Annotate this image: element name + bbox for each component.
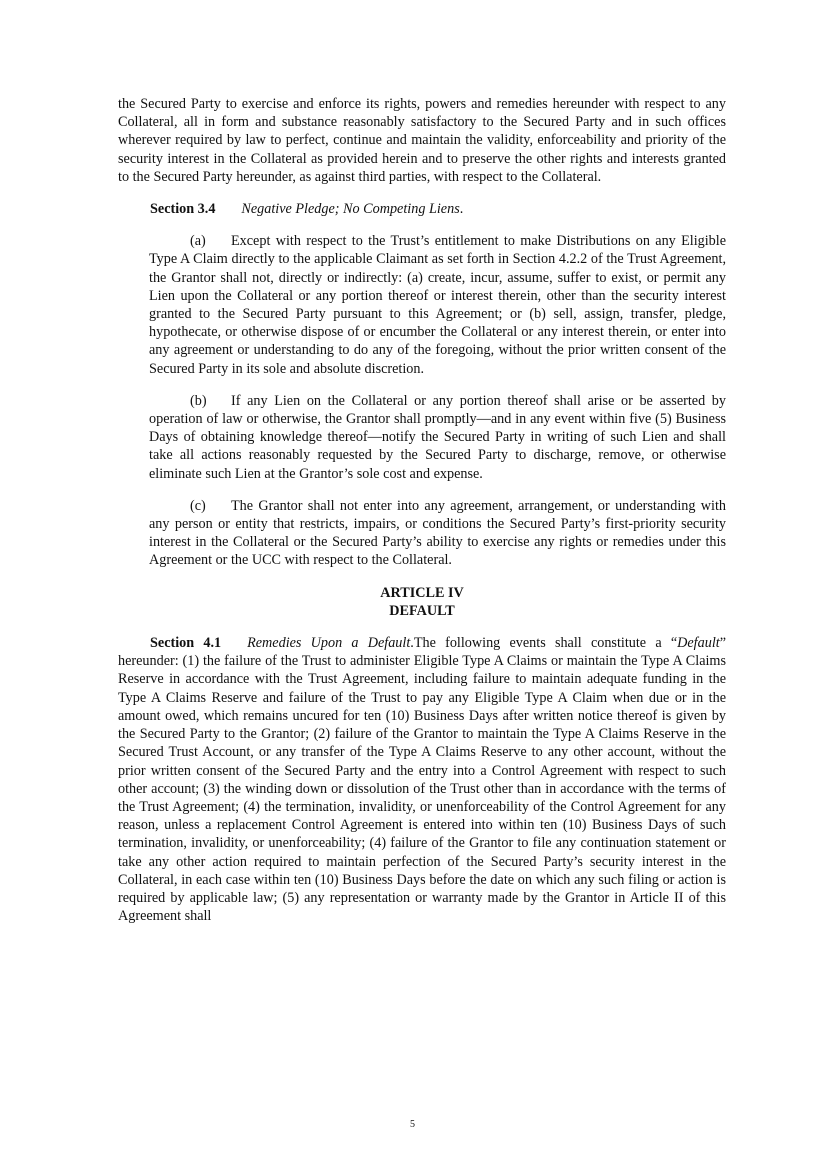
intro-paragraph: the Secured Party to exercise and enforce its rights, powers and remedies hereunder with respect to any Collateral, all in form and substance reasonably satisfactory to the Secured Party and in such offices wherever required by law to perfect, continue and maintain the validity, enforceability and priority of the security interest in the Collateral as provided herein and to preserve the other rights and interests granted to the Secured Party hereunder, as against third parties, with respect to the Collateral. bbox=[118, 96, 726, 185]
subsection-c bbox=[149, 497, 726, 570]
subsection-b-text: If any Lien on the Collateral or any portion thereof shall arise or be asserted by operation of law or otherwise, the Grantor shall promptly—and in any event within five (5) Business Days of obtaining knowledge thereof—notify the Secured Party in writing of such Lien and shall take all actions reasonably requested by the Secured Party to discharge, remove, or otherwise eliminate such Lien at the Grantor’s sole cost and expense. bbox=[149, 392, 726, 482]
subsection-b bbox=[149, 392, 726, 483]
section-3-4-label: Section 3.4 bbox=[150, 201, 216, 218]
subsection-a-label: (a) bbox=[190, 233, 206, 250]
section-4-1-text-1: The following events shall constitute a “ bbox=[413, 635, 678, 652]
section-3-4-heading bbox=[150, 200, 726, 218]
section-4-1-label: Section 4.1 bbox=[150, 635, 222, 652]
section-3-4-title: Negative Pledge; No Competing Liens bbox=[241, 201, 460, 218]
section-4-1-paragraph bbox=[118, 634, 726, 925]
subsection-a-text: Except with respect to the Trust’s entitlement to make Distributions on any Eligible Type A Claim directly to the applicable Claimant as set forth in Section 4.2.2 of the Trust Agreement, the Grantor shall not, directly or indirectly: (a) create, incur, assume, suffer to exist, or permit any Lien upon the Collateral or any portion thereof or interest therein, other than the security interest granted to the Secured Party pursuant to this Agreement; or (b) sell, assign, transfer, pledge, hypothecate, or otherwise dispose of or encumber the Collateral or any interest therein, or enter into any agreement or understanding to do any of the foregoing, without the prior written consent of the Secured Party in its sole and absolute discretion. bbox=[149, 233, 726, 377]
subsection-c-text: The Grantor shall not enter into any agreement, arrangement, or understanding with any person or entity that restricts, impairs, or conditions the Secured Party’s first-priority security interest in the Collateral or the Secured Party’s ability to exercise any rights or remedies under this Agreement or the UCC with respect to the Collateral. bbox=[149, 497, 726, 569]
subsection-b-label: (b) bbox=[190, 392, 207, 409]
section-4-1-title-end: . bbox=[410, 635, 414, 652]
article-iv-title: DEFAULT bbox=[389, 602, 455, 619]
article-iv-number: ARTICLE IV bbox=[380, 584, 464, 601]
article-iv-heading bbox=[118, 584, 726, 620]
page-number: 5 bbox=[410, 1119, 415, 1130]
section-4-1-text-2: ” hereunder: (1) the failure of the Trust to administer Eligible Type A Claims or maintain the Type A Claims Reserve in accordance with the Trust Agreement, including failure to maintain adequate funding in the Type A Claims Reserve and failure of the Trust to pay any Eligible Type A Claim when due or in the amount owed, which remains uncured for ten (10) Business Days after written notice thereof is given by the Secured Party to the Grantor; (2) failure of the Grantor to maintain the Type A Claims Reserve in the Secured Trust Account, or any transfer of the Type A Claims Reserve to any other account, without the prior written consent of the Secured Party and the entry into a Control Agreement with respect to such other account; (3) the winding down or dissolution of the Trust other than in accordance with the terms of the Trust Agreement; (4) the termination, invalidity, or unenforceability of the Control Agreement for any reason, unless a replacement Control Agreement is entered into within ten (10) Business Days of such termination, invalidity, or unenforceability; (4) failure of the Grantor to file any continuation statement or take any other action required to maintain perfection of the Secured Party’s security interest in the Collateral, in each case within ten (10) Business Days before the date on which any such filing or action is required by applicable law; (5) any representation or warranty made by the Grantor in Article II of this Agreement shall bbox=[118, 635, 727, 925]
document-page bbox=[118, 95, 726, 925]
subsection-c-label: (c) bbox=[190, 497, 206, 514]
section-3-4-title-end: . bbox=[459, 201, 464, 218]
section-4-1-title: Remedies Upon a Default bbox=[247, 635, 411, 652]
subsection-a bbox=[149, 232, 726, 378]
defined-term-default: Default bbox=[677, 635, 720, 652]
